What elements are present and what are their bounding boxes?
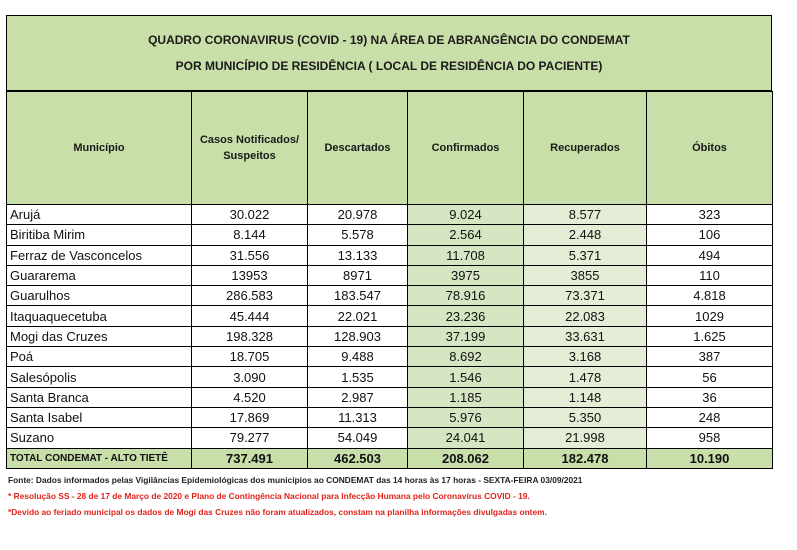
cell-obitos: 248 xyxy=(647,407,773,427)
cell-recuperados: 73.371 xyxy=(524,286,647,306)
cell-confirmados: 2.564 xyxy=(408,225,524,245)
holiday-note: *Devido ao feriado municipal os dados de Mogi das Cruzes não foram atualizados, constam na planilha informações divulgadas ontem. xyxy=(8,506,547,517)
cell-casos: 18.705 xyxy=(192,347,308,367)
cell-casos: 8.144 xyxy=(192,225,308,245)
cell-confirmados: 23.236 xyxy=(408,306,524,326)
cell-recuperados: 22.083 xyxy=(524,306,647,326)
total-confirmados: 208.062 xyxy=(408,448,524,468)
cell-municipio: Guararema xyxy=(7,265,192,285)
resolution-note: * Resolução SS - 28 de 17 de Março de 2020 e Plano de Contingência Nacional para Infecção Humana pelo Coronavírus COVID - 19. xyxy=(8,490,530,501)
cell-obitos: 958 xyxy=(647,428,773,448)
cell-descartados: 1.535 xyxy=(308,367,408,387)
cell-confirmados: 3975 xyxy=(408,265,524,285)
table-row xyxy=(7,205,773,225)
header-casos-line-2: Suspeitos xyxy=(223,150,276,162)
cell-recuperados: 2.448 xyxy=(524,225,647,245)
total-casos: 737.491 xyxy=(192,448,308,468)
cell-recuperados: 5.350 xyxy=(524,407,647,427)
cell-confirmados: 37.199 xyxy=(408,326,524,346)
cell-confirmados: 9.024 xyxy=(408,205,524,225)
cell-casos: 30.022 xyxy=(192,205,308,225)
header-obitos: Óbitos xyxy=(647,92,773,205)
cell-casos: 3.090 xyxy=(192,367,308,387)
table-row xyxy=(7,367,773,387)
cell-recuperados: 3855 xyxy=(524,265,647,285)
cell-confirmados: 11.708 xyxy=(408,245,524,265)
table-header-row xyxy=(7,92,773,205)
cell-obitos: 110 xyxy=(647,265,773,285)
cell-confirmados: 5.976 xyxy=(408,407,524,427)
cell-recuperados: 8.577 xyxy=(524,205,647,225)
table-row xyxy=(7,428,773,448)
total-obitos: 10.190 xyxy=(647,448,773,468)
cell-municipio: Biritiba Mirim xyxy=(7,225,192,245)
total-descartados: 462.503 xyxy=(308,448,408,468)
cell-descartados: 11.313 xyxy=(308,407,408,427)
cell-municipio: Suzano xyxy=(7,428,192,448)
cell-descartados: 2.987 xyxy=(308,387,408,407)
cell-recuperados: 21.998 xyxy=(524,428,647,448)
cell-municipio: Arujá xyxy=(7,205,192,225)
cell-descartados: 13.133 xyxy=(308,245,408,265)
table-row xyxy=(7,326,773,346)
total-label: TOTAL CONDEMAT - ALTO TIETÊ xyxy=(7,448,192,468)
source-note: Fonte: Dados informados pelas Vigilâncias Epidemiológicas dos municípios ao CONDEMAT das 14 horas às 17 horas - SEXTA-FEIRA 03/09/2021 xyxy=(8,474,583,485)
table-row xyxy=(7,225,773,245)
cell-recuperados: 3.168 xyxy=(524,347,647,367)
table-body xyxy=(7,205,773,449)
cell-descartados: 5.578 xyxy=(308,225,408,245)
table-row xyxy=(7,245,773,265)
cell-casos: 17.869 xyxy=(192,407,308,427)
cell-obitos: 36 xyxy=(647,387,773,407)
footnotes xyxy=(6,472,772,520)
header-descartados: Descartados xyxy=(308,92,408,205)
header-casos-line-1: Casos Notificados/ xyxy=(199,134,300,146)
cell-confirmados: 8.692 xyxy=(408,347,524,367)
cell-descartados: 128.903 xyxy=(308,326,408,346)
cell-municipio: Santa Isabel xyxy=(7,407,192,427)
cell-recuperados: 5.371 xyxy=(524,245,647,265)
cell-descartados: 54.049 xyxy=(308,428,408,448)
cell-casos: 198.328 xyxy=(192,326,308,346)
table-row xyxy=(7,347,773,367)
table-row xyxy=(7,387,773,407)
cell-confirmados: 24.041 xyxy=(408,428,524,448)
cell-obitos: 323 xyxy=(647,205,773,225)
cell-confirmados: 1.185 xyxy=(408,387,524,407)
header-municipio: Município xyxy=(7,92,192,205)
cell-obitos: 4.818 xyxy=(647,286,773,306)
covid-report-sheet xyxy=(6,15,772,520)
cell-confirmados: 1.546 xyxy=(408,367,524,387)
cell-casos: 4.520 xyxy=(192,387,308,407)
cell-obitos: 56 xyxy=(647,367,773,387)
cell-obitos: 494 xyxy=(647,245,773,265)
cell-obitos: 1.625 xyxy=(647,326,773,346)
report-title-line-2: POR MUNICÍPIO DE RESIDÊNCIA ( LOCAL DE RESIDÊNCIA DO PACIENTE) xyxy=(175,59,603,73)
cell-municipio: Ferraz de Vasconcelos xyxy=(7,245,192,265)
report-title-box xyxy=(6,15,772,91)
cell-casos: 286.583 xyxy=(192,286,308,306)
cell-recuperados: 33.631 xyxy=(524,326,647,346)
cell-municipio: Itaquaquecetuba xyxy=(7,306,192,326)
cell-municipio: Mogi das Cruzes xyxy=(7,326,192,346)
cell-municipio: Salesópolis xyxy=(7,367,192,387)
cell-obitos: 1029 xyxy=(647,306,773,326)
cell-descartados: 8971 xyxy=(308,265,408,285)
cell-casos: 79.277 xyxy=(192,428,308,448)
table-row xyxy=(7,265,773,285)
header-casos xyxy=(192,92,308,205)
covid-data-table xyxy=(6,91,773,469)
table-row xyxy=(7,407,773,427)
cell-obitos: 106 xyxy=(647,225,773,245)
cell-recuperados: 1.148 xyxy=(524,387,647,407)
cell-municipio: Guarulhos xyxy=(7,286,192,306)
table-row xyxy=(7,306,773,326)
cell-casos: 31.556 xyxy=(192,245,308,265)
cell-municipio: Poá xyxy=(7,347,192,367)
header-confirmados: Confirmados xyxy=(408,92,524,205)
cell-recuperados: 1.478 xyxy=(524,367,647,387)
cell-descartados: 22.021 xyxy=(308,306,408,326)
cell-confirmados: 78.916 xyxy=(408,286,524,306)
report-title-line-1: QUADRO CORONAVIRUS (COVID - 19) NA ÁREA DE ABRANGÊNCIA DO CONDEMAT xyxy=(148,33,630,47)
cell-descartados: 20.978 xyxy=(308,205,408,225)
header-recuperados: Recuperados xyxy=(524,92,647,205)
cell-obitos: 387 xyxy=(647,347,773,367)
total-recuperados: 182.478 xyxy=(524,448,647,468)
cell-casos: 13953 xyxy=(192,265,308,285)
cell-descartados: 9.488 xyxy=(308,347,408,367)
table-row xyxy=(7,286,773,306)
total-row xyxy=(7,448,773,468)
cell-municipio: Santa Branca xyxy=(7,387,192,407)
cell-descartados: 183.547 xyxy=(308,286,408,306)
cell-casos: 45.444 xyxy=(192,306,308,326)
